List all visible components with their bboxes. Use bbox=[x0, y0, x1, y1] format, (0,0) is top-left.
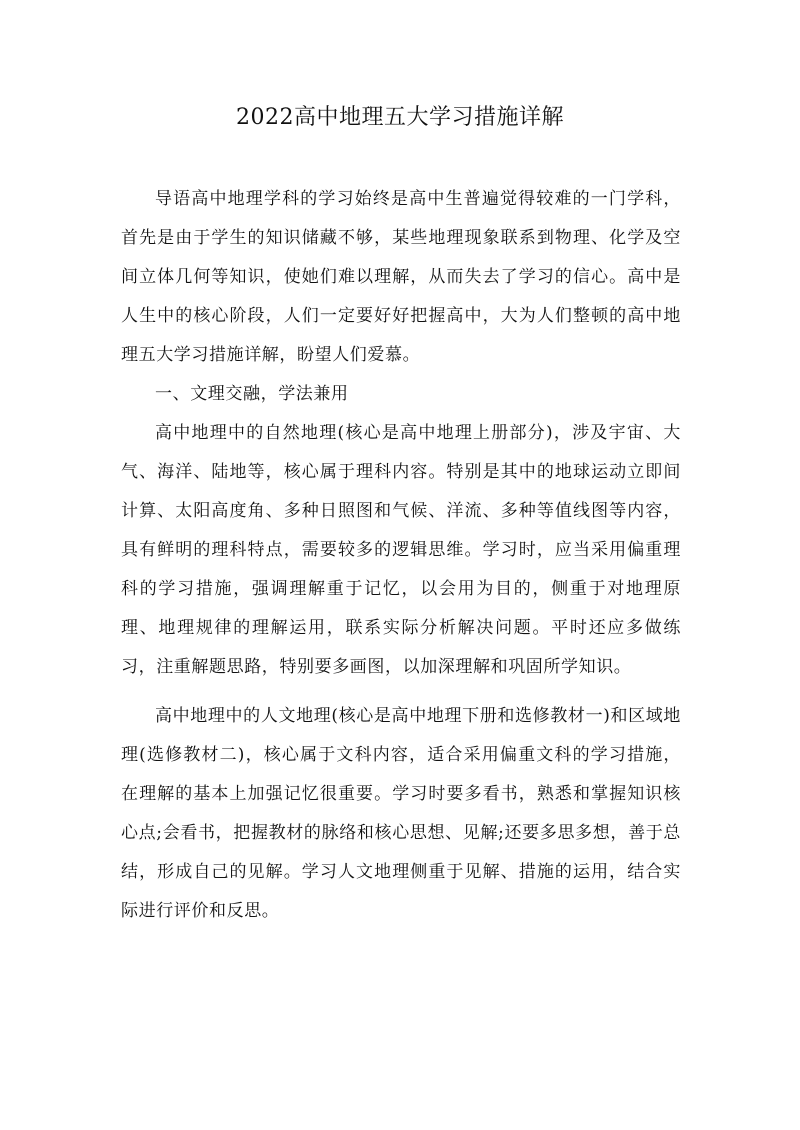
document-body bbox=[121, 180, 681, 931]
physical-geography-paragraph: 高中地理中的自然地理(核心是高中地理上册部分)，涉及宇宙、大气、海洋、陆地等，核心属于理科内容。特别是其中的地球运动立即间计算、太阳高度角、多种日照图和气候、洋流、多种等值线图等内容，具有鲜明的理科特点，需要较多的逻辑思维。学习时，应当采用偏重理科的学习措施，强调理解重于记忆，以会用为目的，侧重于对地理原理、地理规律的理解运用，联系实际分析解决问题。平时还应多做练习，注重解题思路，特别要多画图，以加深理解和巩固所学知识。 bbox=[121, 423, 681, 677]
section-heading: 一、文理交融，学法兼用 bbox=[155, 384, 349, 404]
human-geography-paragraph: 高中地理中的人文地理(核心是高中地理下册和选修教材一)和区域地理(选修教材二)，核心属于文科内容，适合采用偏重文科的学习措施，在理解的基本上加强记忆很重要。学习时要多看书，熟悉和掌握知识核心点;会看书，把握教材的脉络和核心思想、见解;还要多思多想，善于总结，形成自己的见解。学习人文地理侧重于见解、措施的运用，结合实际进行评价和反思。 bbox=[121, 706, 681, 921]
intro-paragraph: 导语高中地理学科的学习始终是高中生普遍觉得较难的一门学科，首先是由于学生的知识储藏不够，某些地理现象联系到物理、化学及空间立体几何等知识，使她们难以理解，从而失去了学习的信心。高中是人生中的核心阶段，人们一定要好好把握高中，大为人们整顿的高中地理五大学习措施详解，盼望人们爱慕。 bbox=[121, 189, 681, 365]
document-title: 2022高中地理五大学习措施详解 bbox=[236, 105, 564, 130]
